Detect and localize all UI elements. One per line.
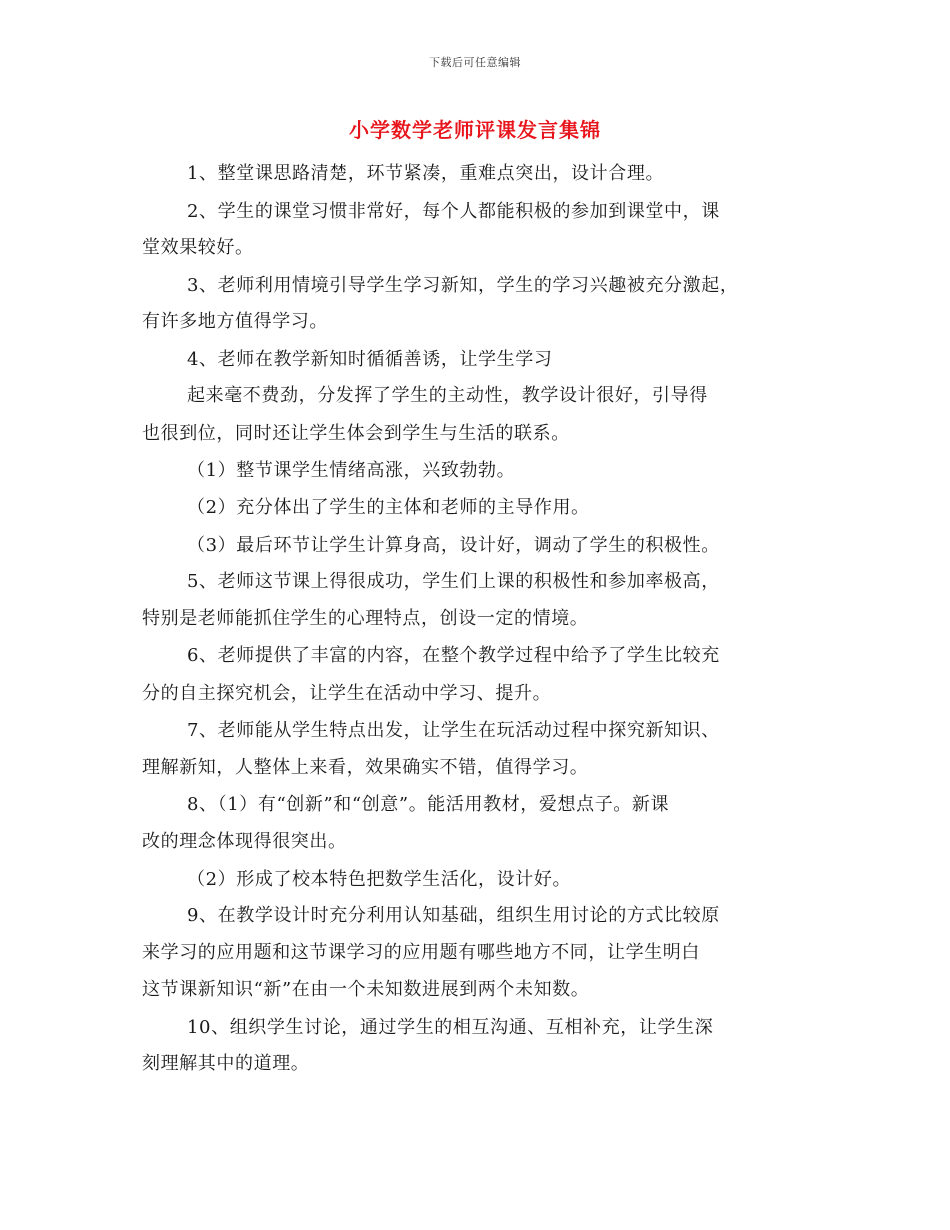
- body-line: 特别是老师能抓住学生的心理特点，创设一定的情境。: [142, 608, 589, 629]
- body-line: 这节课新知识“新”在由一个未知数进展到两个未知数。: [142, 979, 590, 1000]
- body-line: 9、在教学设计时充分利用认知基础，组织生用讨论的方式比较原: [187, 905, 720, 926]
- body-line: 8、（1）有“创新”和“创意”。能活用教材，爱想点子。新课: [187, 794, 670, 815]
- body-line: 4、老师在教学新知时循循善诱，让学生学习: [187, 349, 553, 370]
- body-line: 堂效果较好。: [142, 237, 254, 258]
- body-line: 刻理解其中的道理。: [142, 1053, 310, 1074]
- body-line: 理解新知，人整体上来看，效果确实不错，值得学习。: [142, 757, 589, 778]
- body-line: （2）形成了校本特色把数学生活化，设计好。: [187, 869, 572, 890]
- body-line: 1、整堂课思路清楚，环节紧凑，重难点突出，设计合理。: [187, 163, 665, 184]
- body-line: 分的自主探究机会，让学生在活动中学习、提升。: [142, 683, 552, 704]
- body-line: 起来毫不费劲，分发挥了学生的主动性，教学设计很好，引导得: [187, 385, 708, 406]
- body-line: 2、学生的课堂习惯非常好，每个人都能积极的参加到课堂中，课: [187, 201, 720, 222]
- body-line: （2）充分体出了学生的主体和老师的主导作用。: [187, 497, 590, 518]
- body-line: 5、老师这节课上得很成功，学生们上课的积极性和参加率极高，: [187, 571, 720, 592]
- body-line: 有许多地方值得学习。: [142, 311, 328, 332]
- body-line: （3）最后环节让学生计算身高，设计好，调动了学生的积极性。: [187, 535, 720, 556]
- body-line: 6、老师提供了丰富的内容，在整个教学过程中给予了学生比较充: [187, 645, 720, 666]
- body-line: 10、组织学生讨论，通过学生的相互沟通、互相补充，让学生深: [187, 1017, 714, 1038]
- document-title: 小学数学老师评课发言集锦: [349, 118, 601, 142]
- body-line: 来学习的应用题和这节课学习的应用题有哪些地方不同，让学生明白: [142, 942, 700, 963]
- page-header-note: 下载后可任意编辑: [429, 56, 521, 69]
- body-line: 7、老师能从学生特点出发，让学生在玩活动过程中探究新知识、: [187, 720, 720, 741]
- body-line: 也很到位，同时还让学生体会到学生与生活的联系。: [142, 423, 570, 444]
- body-line: （1）整节课学生情绪高涨，兴致勃勃。: [187, 460, 516, 481]
- body-line: 3、老师利用情境引导学生学习新知，学生的学习兴趣被充分激起，: [187, 275, 739, 296]
- body-line: 改的理念体现得很突出。: [142, 831, 347, 852]
